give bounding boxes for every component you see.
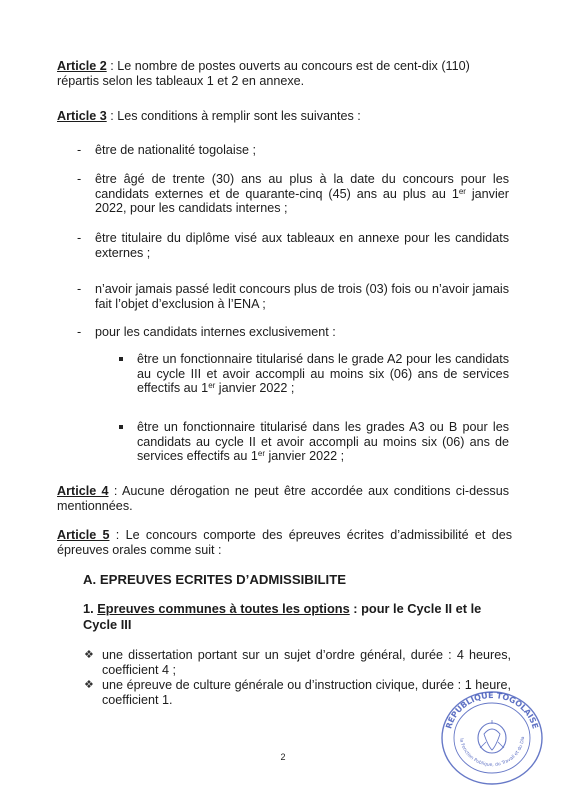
article-4-label: Article 4 — [57, 484, 109, 498]
dash-marker: - — [77, 143, 82, 157]
diamond-bullet-icon: ❖ — [84, 679, 94, 691]
article-4-text: : Aucune dérogation ne peut être accordée aux conditions ci-dessus mentionnées. — [57, 484, 509, 513]
stamp-inner-text: la Fonction Publique, du Travail et du Dia — [458, 736, 527, 769]
section-1-title: Epreuves communes à toutes les options — [97, 601, 350, 616]
article-4 — [57, 484, 509, 513]
sub-condition-a3: être un fonctionnaire titularisé dans les grades A3 ou B pour les candidats au cycle II et avoir accompli au moins six (06) ans de services effectifs au 1er janvier 2022 ; — [137, 420, 509, 463]
condition-age: être âgé de trente (30) ans au plus à la date du concours pour les candidats externes et de quarante-cinq (45) ans au plus au 1er janvier 2022, pour les candidats internes ; — [95, 172, 509, 215]
article-3-intro-text: : Les conditions à remplir sont les suivantes : — [106, 109, 361, 123]
official-stamp-icon — [436, 686, 548, 786]
condition-attempts: n’avoir jamais passé ledit concours plus de trois (03) fois ou n’avoir jamais fait l’objet d’exclusion à l’ENA ; — [95, 282, 509, 311]
article-5 — [57, 528, 512, 557]
dash-marker: - — [77, 325, 82, 339]
article-5-label: Article 5 — [57, 528, 110, 542]
page-number: 2 — [280, 752, 286, 762]
dash-marker: - — [77, 231, 82, 245]
dash-marker: - — [77, 282, 82, 296]
square-bullet — [119, 357, 123, 361]
article-2-line2: répartis selon les tableaux 1 et 2 en annexe. — [57, 73, 305, 88]
diamond-bullet-icon: ❖ — [84, 649, 94, 661]
article-2-line1: : Le nombre de postes ouverts au concours est de cent-dix (110) — [106, 59, 470, 73]
article-2-label: Article 2 — [57, 59, 107, 73]
section-1-rest: : pour le Cycle II et le Cycle III — [83, 601, 482, 632]
article-3-label: Article 3 — [57, 109, 107, 123]
exam-dissertation: une dissertation portant sur un sujet d’ordre général, durée : 4 heures, coefficient 4 ; — [102, 648, 511, 677]
section-a-heading: A. EPREUVES ECRITES D’ADMISSIBILITE — [83, 572, 347, 587]
section-1-number: 1. — [83, 601, 94, 616]
section-1-heading — [83, 601, 513, 633]
dash-marker: - — [77, 172, 82, 186]
article-5-text: : Le concours comporte des épreuves écrites d’admissibilité et des épreuves orales comme suit : — [57, 528, 512, 557]
condition-internal: pour les candidats internes exclusivement : — [95, 325, 336, 339]
sub-condition-a2: être un fonctionnaire titularisé dans le grade A2 pour les candidats au cycle III et avoir accompli au moins six (06) ans de services effectifs au 1er janvier 2022 ; — [137, 352, 509, 395]
condition-nationality: être de nationalité togolaise ; — [95, 143, 257, 157]
square-bullet — [119, 425, 123, 429]
stamp-outer-text: RÉPUBLIQUE TOGOLAISE — [444, 690, 540, 730]
exam-general-culture: une épreuve de culture générale ou d’instruction civique, durée : 1 heure, coefficient 1. — [102, 678, 511, 707]
condition-diploma: être titulaire du diplôme visé aux tableaux en annexe pour les candidats externes ; — [95, 231, 509, 260]
article-2 — [57, 59, 517, 88]
article-3-intro — [57, 109, 517, 124]
